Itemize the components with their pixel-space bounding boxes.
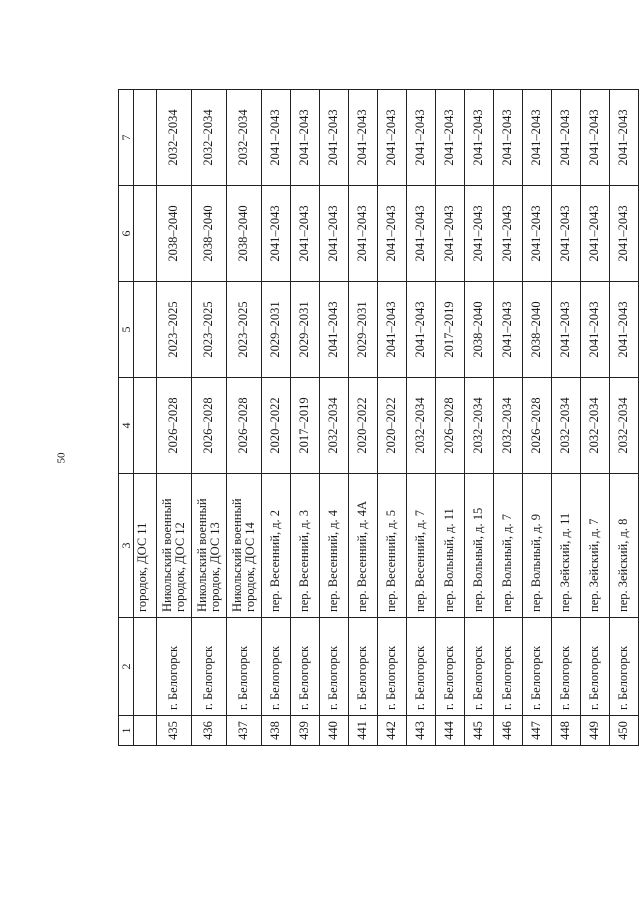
- table-row: [262, 90, 291, 746]
- period-col4-cell: 2026–2028: [436, 378, 465, 474]
- period-col4-cell: 2032–2034: [581, 378, 610, 474]
- table-row: [465, 90, 494, 746]
- period-col7-cell: 2032–2034: [192, 90, 227, 186]
- period-col7-cell: 2032–2034: [227, 90, 262, 186]
- period-col6-cell: 2041–2043: [320, 186, 349, 282]
- table-row: [523, 90, 552, 746]
- period-col4-cell: 2032–2034: [552, 378, 581, 474]
- address-cell: пер. Весенний, д. 7: [407, 474, 436, 618]
- rotated-table-frame: [118, 90, 631, 746]
- table-row: [349, 90, 378, 746]
- address-cell: пер. Вольный, д. 11: [436, 474, 465, 618]
- header-cell: 4: [119, 378, 134, 474]
- city-cell: г. Белогорск: [378, 618, 407, 716]
- period-col7-cell: 2041–2043: [552, 90, 581, 186]
- period-col6-cell: 2038–2040: [192, 186, 227, 282]
- period-col6-cell: 2041–2043: [552, 186, 581, 282]
- period-col4-cell: 2017–2019: [291, 378, 320, 474]
- city-cell: г. Белогорск: [581, 618, 610, 716]
- period-col7-cell: 2041–2043: [262, 90, 291, 186]
- period-col4-cell: 2026–2028: [157, 378, 192, 474]
- table-row: [552, 90, 581, 746]
- row-number-cell: 438: [262, 716, 291, 746]
- period-col5-cell: 2038–2040: [465, 282, 494, 378]
- address-cell: пер. Весенний, д. 2: [262, 474, 291, 618]
- row-number-cell: 441: [349, 716, 378, 746]
- table-row: [192, 90, 227, 746]
- table-row: [494, 90, 523, 746]
- city-cell: г. Белогорск: [320, 618, 349, 716]
- period-col5-cell: 2041–2043: [581, 282, 610, 378]
- period-col5-cell: 2041–2043: [610, 282, 639, 378]
- address-cell: пер. Зейский, д. 11: [552, 474, 581, 618]
- city-cell: г. Белогорск: [465, 618, 494, 716]
- address-cell: пер. Вольный, д. 7: [494, 474, 523, 618]
- address-cell: пер. Зейский, д. 7: [581, 474, 610, 618]
- row-number-cell: 442: [378, 716, 407, 746]
- period-col7-cell: 2032–2034: [157, 90, 192, 186]
- continued-row: [134, 90, 157, 746]
- city-cell: г. Белогорск: [552, 618, 581, 716]
- period-col5-cell: 2041–2043: [320, 282, 349, 378]
- row-number-cell: 446: [494, 716, 523, 746]
- period-col6-cell: 2041–2043: [610, 186, 639, 282]
- address-cell: городок, ДОС 11: [134, 474, 157, 618]
- row-number-cell: 447: [523, 716, 552, 746]
- header-cell: 6: [119, 186, 134, 282]
- period-col7-cell: 2041–2043: [465, 90, 494, 186]
- table-row: [610, 90, 639, 746]
- period-col4-cell: 2020–2022: [262, 378, 291, 474]
- period-col5-cell: 2041–2043: [378, 282, 407, 378]
- table-container: [118, 90, 631, 746]
- table-row: [378, 90, 407, 746]
- city-cell: г. Белогорск: [436, 618, 465, 716]
- period-col6-cell: 2041–2043: [349, 186, 378, 282]
- row-number-cell: 435: [157, 716, 192, 746]
- row-number-cell: 437: [227, 716, 262, 746]
- address-cell: пер. Весенний, д. 4: [320, 474, 349, 618]
- period-col6-cell: 2041–2043: [291, 186, 320, 282]
- row-number-cell: 448: [552, 716, 581, 746]
- period-col6-cell: 2041–2043: [436, 186, 465, 282]
- period-col6-cell: 2041–2043: [407, 186, 436, 282]
- city-cell: г. Белогорск: [192, 618, 227, 716]
- period-col6-cell: 2038–2040: [157, 186, 192, 282]
- period-col5-cell: 2023–2025: [227, 282, 262, 378]
- header-cell: 7: [119, 90, 134, 186]
- period-col4-cell: 2032–2034: [320, 378, 349, 474]
- row-number-cell: 445: [465, 716, 494, 746]
- period-col4-cell: 2026–2028: [192, 378, 227, 474]
- table-row: [157, 90, 192, 746]
- table-row: [407, 90, 436, 746]
- header-cell: 1: [119, 716, 134, 746]
- period-col5-cell: 2041–2043: [407, 282, 436, 378]
- address-cell: пер. Весенний, д. 5: [378, 474, 407, 618]
- period-col5-cell: 2029–2031: [349, 282, 378, 378]
- address-cell: Никольский военный городок, ДОС 12: [157, 474, 192, 618]
- row-number-cell: 450: [610, 716, 639, 746]
- period-col4-cell: 2032–2034: [407, 378, 436, 474]
- city-cell: г. Белогорск: [349, 618, 378, 716]
- row-number-cell: 443: [407, 716, 436, 746]
- row-number-cell: 449: [581, 716, 610, 746]
- period-col4-cell: 2026–2028: [227, 378, 262, 474]
- period-col6-cell: 2041–2043: [523, 186, 552, 282]
- row-number-cell: 440: [320, 716, 349, 746]
- address-cell: Никольский военный городок, ДОС 13: [192, 474, 227, 618]
- table-row: [320, 90, 349, 746]
- table-row: [291, 90, 320, 746]
- period-col7-cell: 2041–2043: [494, 90, 523, 186]
- period-col6-cell: 2041–2043: [262, 186, 291, 282]
- period-col6-cell: 2041–2043: [581, 186, 610, 282]
- period-col6-cell: 2038–2040: [227, 186, 262, 282]
- period-col4-cell: 2032–2034: [494, 378, 523, 474]
- period-col7-cell: 2041–2043: [436, 90, 465, 186]
- period-col7-cell: 2041–2043: [291, 90, 320, 186]
- page-number: 50: [55, 452, 68, 464]
- period-col6-cell: 2041–2043: [494, 186, 523, 282]
- header-cell: 2: [119, 618, 134, 716]
- period-col5-cell: 2017–2019: [436, 282, 465, 378]
- city-cell: г. Белогорск: [291, 618, 320, 716]
- period-col5-cell: 2023–2025: [192, 282, 227, 378]
- period-col7-cell: 2041–2043: [523, 90, 552, 186]
- address-cell: пер. Вольный, д. 15: [465, 474, 494, 618]
- header-cell: 3: [119, 474, 134, 618]
- period-col5-cell: 2029–2031: [291, 282, 320, 378]
- address-cell: пер. Зейский, д. 8: [610, 474, 639, 618]
- city-cell: г. Белогорск: [523, 618, 552, 716]
- address-cell: пер. Вольный, д. 9: [523, 474, 552, 618]
- address-cell: Никольский военный городок, ДОС 14: [227, 474, 262, 618]
- period-col4-cell: 2020–2022: [378, 378, 407, 474]
- period-col6-cell: 2041–2043: [465, 186, 494, 282]
- city-cell: г. Белогорск: [407, 618, 436, 716]
- city-cell: г. Белогорск: [610, 618, 639, 716]
- period-col4-cell: 2032–2034: [465, 378, 494, 474]
- table-row: [436, 90, 465, 746]
- period-col7-cell: 2041–2043: [581, 90, 610, 186]
- period-col5-cell: 2023–2025: [157, 282, 192, 378]
- address-cell: пер. Весенний, д. 4А: [349, 474, 378, 618]
- period-col4-cell: 2026–2028: [523, 378, 552, 474]
- header-cell: 5: [119, 282, 134, 378]
- period-col7-cell: 2041–2043: [349, 90, 378, 186]
- schedule-table: [118, 89, 639, 746]
- period-col7-cell: 2041–2043: [407, 90, 436, 186]
- city-cell: г. Белогорск: [494, 618, 523, 716]
- period-col5-cell: 2041–2043: [552, 282, 581, 378]
- period-col7-cell: 2041–2043: [378, 90, 407, 186]
- period-col4-cell: 2020–2022: [349, 378, 378, 474]
- table-row: [581, 90, 610, 746]
- row-number-cell: 436: [192, 716, 227, 746]
- period-col7-cell: 2041–2043: [610, 90, 639, 186]
- city-cell: г. Белогорск: [227, 618, 262, 716]
- period-col5-cell: 2038–2040: [523, 282, 552, 378]
- period-col7-cell: 2041–2043: [320, 90, 349, 186]
- header-row: [119, 90, 134, 746]
- row-number-cell: 444: [436, 716, 465, 746]
- period-col4-cell: 2032–2034: [610, 378, 639, 474]
- period-col6-cell: 2041–2043: [378, 186, 407, 282]
- address-cell: пер. Весенний, д. 3: [291, 474, 320, 618]
- table-row: [227, 90, 262, 746]
- period-col5-cell: 2041–2043: [494, 282, 523, 378]
- row-number-cell: 439: [291, 716, 320, 746]
- period-col5-cell: 2029–2031: [262, 282, 291, 378]
- city-cell: г. Белогорск: [157, 618, 192, 716]
- city-cell: г. Белогорск: [262, 618, 291, 716]
